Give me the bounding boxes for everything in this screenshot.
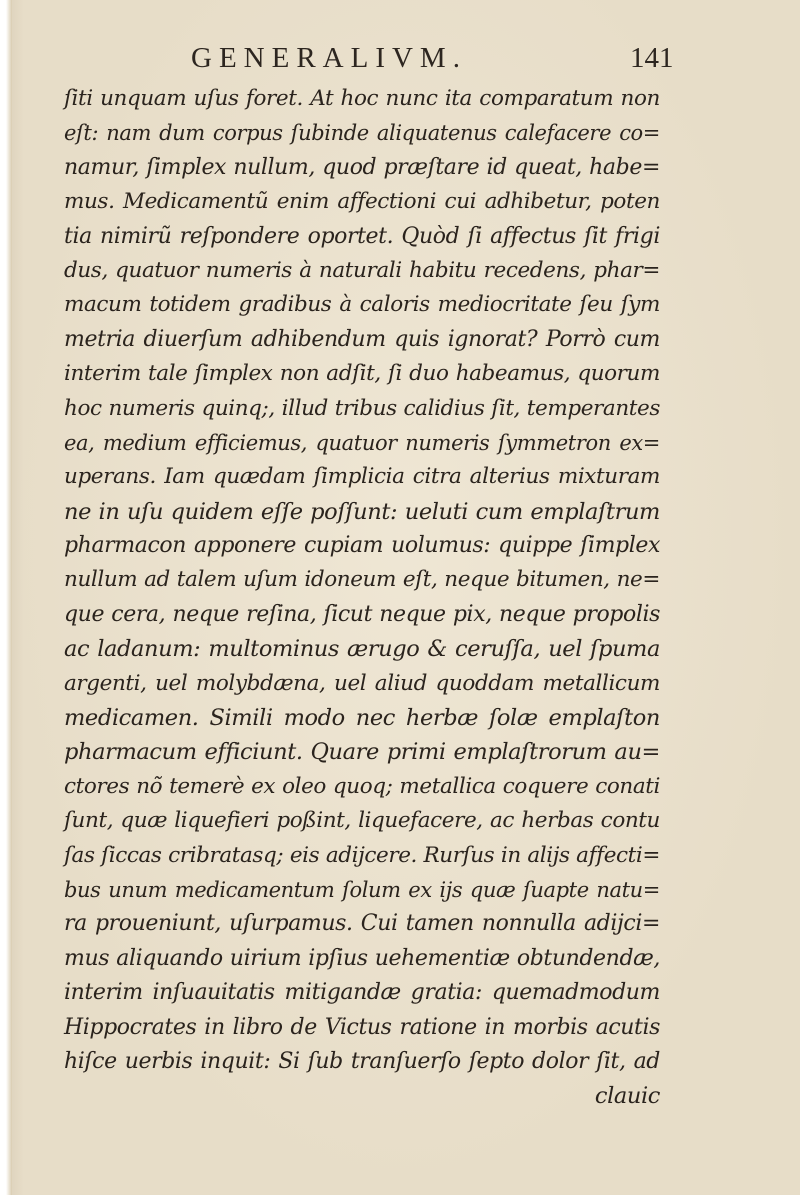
text-line: ra proueniunt, uſurpamus. Cui tamen nonnulla adijci= [64, 911, 660, 937]
text-line: hoc numeris quinq;, illud tribus calidius ſit, temperantes [64, 395, 660, 421]
book-page [6, 0, 800, 1195]
text-line: ea, medium efficiemus, quatuor numeris ſymmetron ex= [64, 430, 660, 455]
body-text [64, 82, 660, 1114]
text-line: ſiti unquam uſus foret. At hoc nunc ita comparatum non [64, 86, 660, 111]
text-line: ne in uſu quidem eſſe poſſunt: ueluti cum emplaſtrum [64, 498, 660, 525]
text-line: ſunt, quæ liquefieri poßint, liquefacere, ac herbas contu [64, 808, 660, 834]
text-line: interim tale ſimplex non adſit, ſi duo habeamus, quorum [64, 361, 660, 387]
text-line: argenti, uel molybdæna, uel aliud quoddam metallicum [64, 670, 660, 696]
text-line: pharmacum efficiunt. Quare primi emplaſtrorum au= [64, 739, 660, 766]
text-line: uperans. Iam quædam ſimplicia citra alterius mixturam [64, 464, 660, 490]
text-line: ctores nõ temerè ex oleo quoq; metallica coquere conati [64, 773, 660, 799]
text-line: bus unum medicamentum ſolum ex ijs quæ ſuapte natu= [64, 877, 660, 902]
text-line: Hippocrates in libro de Victus ratione in morbis acutis [64, 1014, 660, 1040]
text-line: medicamen. Simili modo nec herbæ ſolæ emplaſton [64, 705, 660, 732]
text-line: pharmacon apponere cupiam uolumus: quippe ſimplex [64, 533, 660, 559]
text-line: eſt: nam dum corpus ſubinde aliquatenus calefacere co= [64, 121, 660, 146]
binding-edge [6, 0, 12, 1195]
text-line: interim inſuauitatis mitigandæ gratia: quemadmodum [64, 980, 660, 1006]
text-line: que cera, neque reſina, ſicut neque pix, neque propolis [64, 601, 660, 627]
text-line: ac ladanum: multominus ærugo & ceruſſa, uel ſpuma [64, 636, 660, 663]
text-line: tia nimirũ reſpondere oportet. Quòd ſi affectus ſit frigi [64, 223, 660, 249]
text-line: mus. Medicamentũ enim affectioni cui adhibetur, poten [64, 189, 660, 215]
running-head: GENERALIVM. [191, 42, 467, 74]
text-line: dus, quatuor numeris à naturali habitu recedens, phar= [64, 257, 660, 283]
text-line: ſas ſiccas cribratasq; eis adijcere. Rurſus in alijs affecti= [64, 842, 660, 868]
page-header [6, 42, 800, 82]
text-line: nullum ad talem uſum idoneum eſt, neque bitumen, ne= [64, 567, 660, 593]
text-line: mus aliquando uirium ipſius uehementiæ obtundendæ, [64, 945, 660, 971]
catchword: clauic [594, 1083, 660, 1110]
text-line: macum totidem gradibus à caloris mediocritate ſeu ſym [64, 292, 660, 318]
text-line: metria diuerſum adhibendum quis ignorat? Porrò cum [64, 326, 660, 352]
text-line: hiſce uerbis inquit: Si ſub tranſuerſo ſepto dolor ſit, ad [64, 1048, 660, 1074]
page-number: 141 [630, 42, 674, 74]
text-line: namur, ſimplex nullum, quod præſtare id queat, habe= [64, 154, 660, 180]
